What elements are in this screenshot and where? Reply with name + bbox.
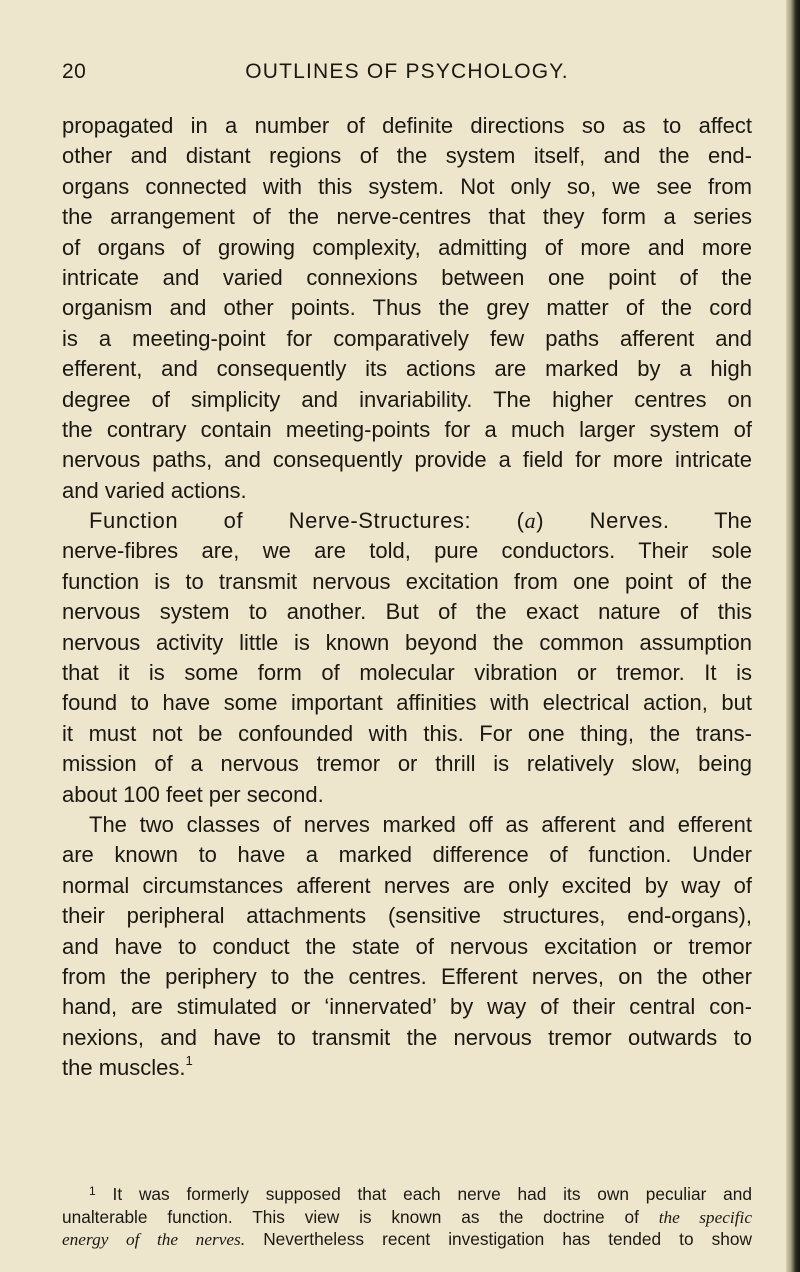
- section-heading: [89, 508, 670, 533]
- text-line: normal circumstances afferent nerves are only excited by way of: [62, 872, 752, 898]
- text-line: efferent, and consequently its actions are marked by a high: [62, 356, 752, 382]
- running-title: OUTLINES OF PSYCHOLOGY.: [245, 60, 569, 83]
- text-line: mission of a nervous tremor or thrill is relatively slow, being: [62, 751, 752, 777]
- text-line: the arrangement of the nerve-centres that they form a series: [62, 204, 752, 230]
- footnote-line: [62, 1206, 752, 1229]
- text-line: nervous system to another. But of the exact nature of this: [62, 599, 752, 625]
- footnote-italic-text: the specific: [658, 1207, 752, 1227]
- footnote-italic-text: energy of the nerves.: [62, 1230, 246, 1249]
- text-line-final: [62, 1053, 752, 1083]
- footnote: [62, 1183, 752, 1251]
- text-line: that it is some form of molecular vibration or tremor. It is: [62, 660, 752, 686]
- text-line: from the periphery to the centres. Efferent nerves, on the other: [62, 963, 752, 989]
- footnote-text: Nevertheless recent investigation has tended to show: [263, 1229, 752, 1249]
- text-line: is a meeting-point for comparatively few paths afferent and: [62, 325, 752, 351]
- final-text: the muscles.: [62, 1055, 186, 1081]
- text-line: nervous activity little is known beyond the common assumption: [62, 629, 752, 655]
- text-line: are known to have a marked difference of function. Under: [62, 842, 752, 868]
- text-line: function is to transmit nervous excitation from one point of the: [62, 568, 752, 594]
- text-line: organs connected with this system. Not only so, we see from: [62, 173, 752, 199]
- section-heading-letter: a: [524, 508, 537, 534]
- text-line: intricate and varied connexions between one point of the: [62, 264, 752, 290]
- text-line: degree of simplicity and invariability. The higher centres on: [62, 386, 752, 412]
- text-line: The two classes of nerves marked off as afferent and efferent: [89, 811, 752, 837]
- text-line: hand, are stimulated or ‘innervated’ by way of their central con-: [62, 994, 752, 1020]
- footnote-line: [62, 1228, 752, 1251]
- footnote-text: It was formerly supposed that each nerve had its own peculiar and: [112, 1184, 752, 1204]
- section-heading-tail: The: [714, 508, 752, 534]
- footnote-reference: 1: [185, 1053, 193, 1068]
- footnote-text: unalterable function. This view is known as the doctrine of: [62, 1206, 639, 1227]
- footnote-marker: 1: [89, 1184, 96, 1198]
- text-line: other and distant regions of the system itself, and the end-: [62, 143, 752, 169]
- section-heading-line: [62, 506, 752, 536]
- text-line: of organs of growing complexity, admitting of more and more: [62, 234, 752, 260]
- body-text: [62, 111, 752, 1084]
- text-line: nexions, and have to transmit the nervous tremor outwards to: [62, 1024, 752, 1050]
- section-heading-suffix: ) Nerves.: [536, 508, 670, 534]
- page-header: [62, 56, 752, 90]
- text-line: organism and other points. Thus the grey matter of the cord: [62, 295, 752, 321]
- section-heading-prefix: Function of Nerve-Structures: (: [89, 508, 525, 534]
- text-line: their peripheral attachments (sensitive structures, end-organs),: [62, 903, 752, 929]
- text-line: and have to conduct the state of nervous excitation or tremor: [62, 933, 752, 959]
- text-line: and varied actions.: [62, 477, 247, 503]
- footnote-line: [62, 1183, 752, 1206]
- page-edge-shadow: [786, 0, 800, 1272]
- text-line: propagated in a number of definite directions so as to affect: [62, 113, 752, 138]
- text-line: the contrary contain meeting-points for a much larger system of: [62, 416, 752, 442]
- text-line: about 100 feet per second.: [62, 781, 324, 807]
- text-line: it must not be confounded with this. For one thing, the trans-: [62, 720, 752, 746]
- page-number: 20: [62, 60, 87, 83]
- text-line: nervous paths, and consequently provide a field for more intricate: [62, 447, 752, 473]
- text-line: found to have some important affinities with electrical action, but: [62, 690, 752, 716]
- text-line: nerve-fibres are, we are told, pure conductors. Their sole: [62, 538, 752, 564]
